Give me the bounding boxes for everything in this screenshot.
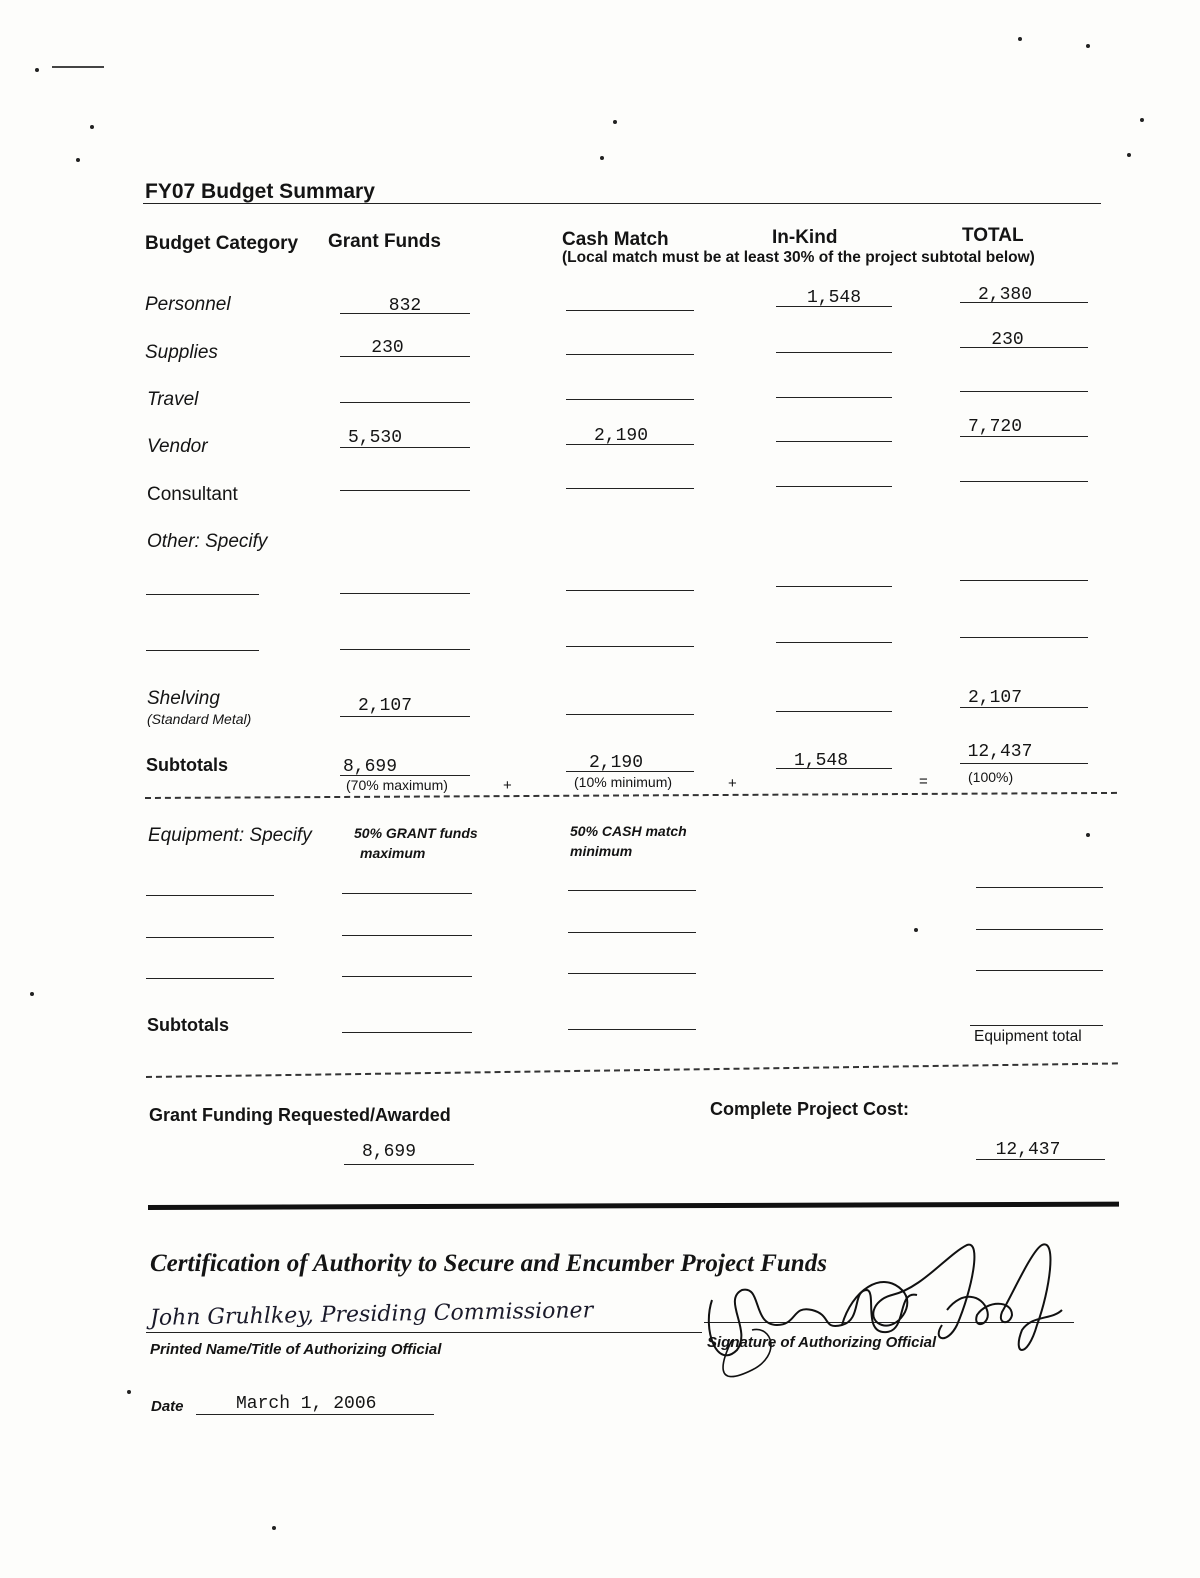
equipment-subtotal-grant-line <box>342 1032 472 1033</box>
equipment-2-cash-line <box>568 932 696 933</box>
personnel-total-value: 2,380 <box>977 285 1032 305</box>
certification-title: Certification of Authority to Secure and Encumber Project Funds <box>150 1250 827 1277</box>
subtotal-total-line <box>960 763 1088 764</box>
shelving-grant-value: 2,107 <box>357 696 412 716</box>
equipment-2-label-line <box>146 937 274 938</box>
supplies-cash-line <box>566 354 694 355</box>
section-divider-1 <box>145 792 1117 799</box>
equipment-3-grant-line <box>342 976 472 977</box>
personnel-total-line <box>960 302 1088 303</box>
scan-speck <box>1127 153 1131 157</box>
personnel-grant-value: 832 <box>388 296 422 316</box>
other-1-grant-line <box>340 593 470 594</box>
personnel-inkind-value: 1,548 <box>806 288 861 308</box>
subtotal-grant-line <box>340 775 470 776</box>
printed-name-handwriting: John Gruhlkey, Presiding Commissioner <box>149 1298 594 1331</box>
signature-scribble <box>692 1230 1092 1380</box>
travel-grant-line <box>340 402 470 403</box>
header-total: TOTAL <box>962 225 1024 246</box>
equipment-1-label-line <box>146 895 274 896</box>
other-2-grant-line <box>340 649 470 650</box>
equipment-specify-label: Equipment: Specify <box>148 825 312 846</box>
subtotal-grant-note: (70% maximum) <box>346 777 448 793</box>
other-2-cash-line <box>566 646 694 647</box>
equipment-total-line <box>970 1025 1103 1026</box>
vendor-total-line <box>960 436 1088 437</box>
vendor-cash-value: 2,190 <box>593 426 648 446</box>
other-2-total-line <box>960 637 1088 638</box>
grant-funding-label: Grant Funding Requested/Awarded <box>149 1105 451 1125</box>
other-1-total-line <box>960 580 1088 581</box>
equipment-subtotal-cash-line <box>568 1029 696 1030</box>
date-label: Date <box>151 1398 184 1415</box>
travel-inkind-line <box>776 397 892 398</box>
vendor-grant-line <box>340 447 470 448</box>
vendor-total-value: 7,720 <box>967 417 1022 437</box>
scan-speck <box>1140 118 1144 122</box>
scan-speck <box>914 928 918 932</box>
row-label-travel: Travel <box>147 389 199 410</box>
row-label-shelving: Shelving <box>147 688 220 709</box>
equipment-total-label: Equipment total <box>974 1028 1082 1045</box>
equals-sign: = <box>919 773 928 790</box>
date-line <box>196 1414 434 1415</box>
vendor-grant-value: 5,530 <box>347 428 402 448</box>
equipment-grant-note-1: 50% GRANT funds <box>354 825 478 841</box>
shelving-cash-line <box>566 714 694 715</box>
equipment-2-total-line <box>976 929 1103 930</box>
row-label-personnel: Personnel <box>145 294 231 315</box>
row-label-consultant: Consultant <box>147 484 238 505</box>
header-cash-match: Cash Match <box>562 229 669 250</box>
scan-speck <box>30 992 34 996</box>
printed-name-label: Printed Name/Title of Authorizing Official <box>150 1341 442 1358</box>
supplies-grant-line <box>340 356 470 357</box>
shelving-total-value: 2,107 <box>967 688 1022 708</box>
equipment-2-grant-line <box>342 935 472 936</box>
scan-mark <box>52 66 104 68</box>
subtotal-total-note: (100%) <box>968 769 1014 785</box>
scan-speck <box>1086 833 1090 837</box>
supplies-total-line <box>960 347 1088 348</box>
scan-speck <box>1018 37 1022 41</box>
subtotal-inkind-line <box>776 768 892 769</box>
supplies-inkind-line <box>776 352 892 353</box>
equipment-1-total-line <box>976 887 1103 888</box>
personnel-grant-line <box>340 313 470 314</box>
equipment-cash-note-1: 50% CASH match <box>570 823 687 839</box>
supplies-grant-value: 230 <box>371 338 404 358</box>
shelving-total-line <box>960 707 1088 708</box>
other-1-cash-line <box>566 590 694 591</box>
travel-total-line <box>960 391 1088 392</box>
row-label-vendor: Vendor <box>147 436 208 457</box>
other-2-inkind-line <box>776 642 892 643</box>
subtotal-total-value: 12,437 <box>967 742 1033 762</box>
vendor-inkind-line <box>776 441 892 442</box>
scan-speck <box>76 158 80 162</box>
subtotal-inkind-value: 1,548 <box>793 751 848 771</box>
other-1-label-line <box>146 594 259 595</box>
complete-project-cost-line <box>976 1159 1105 1160</box>
grant-funding-line <box>344 1164 474 1165</box>
equipment-3-total-line <box>976 970 1103 971</box>
subtotal-cash-value: 2,190 <box>588 753 643 773</box>
equipment-subtotals-label: Subtotals <box>147 1015 230 1035</box>
other-1-inkind-line <box>776 586 892 587</box>
scan-speck <box>1086 44 1090 48</box>
consultant-grant-line <box>340 490 470 491</box>
row-label-supplies: Supplies <box>145 342 218 363</box>
consultant-inkind-line <box>776 486 892 487</box>
personnel-cash-line <box>566 310 694 311</box>
subtotal-cash-note: (10% minimum) <box>574 774 673 790</box>
date-value: March 1, 2006 <box>236 1394 377 1414</box>
subtotal-cash-line <box>566 771 694 772</box>
shelving-inkind-line <box>776 711 892 712</box>
header-local-match-note: (Local match must be at least 30% of the project subtotal below) <box>562 249 1035 266</box>
printed-name-line <box>146 1332 702 1333</box>
personnel-inkind-line <box>776 306 892 307</box>
vendor-cash-line <box>566 444 694 445</box>
other-2-label-line <box>146 650 259 651</box>
subtotals-label: Subtotals <box>146 755 229 775</box>
travel-cash-line <box>566 399 694 400</box>
shelving-grant-line <box>340 716 470 717</box>
signature-label: Signature of Authorizing Official <box>707 1334 937 1351</box>
equipment-1-grant-line <box>342 893 472 894</box>
consultant-total-line <box>960 481 1088 482</box>
subtotal-grant-value: 8,699 <box>342 757 397 777</box>
complete-project-cost-label: Complete Project Cost: <box>710 1099 910 1119</box>
plus-sign-2: + <box>728 775 737 792</box>
equipment-3-label-line <box>146 978 274 979</box>
scan-speck <box>90 125 94 129</box>
header-in-kind: In-Kind <box>772 227 838 248</box>
supplies-total-value: 230 <box>991 330 1024 350</box>
header-budget-category: Budget Category <box>145 233 299 254</box>
equipment-cash-note-2: minimum <box>570 843 633 859</box>
title-rule <box>143 203 1101 204</box>
scan-speck <box>127 1390 131 1394</box>
scan-speck <box>600 156 604 160</box>
certification-divider <box>148 1202 1119 1210</box>
equipment-3-cash-line <box>568 973 696 974</box>
consultant-cash-line <box>566 488 694 489</box>
complete-project-cost-value: 12,437 <box>995 1140 1061 1160</box>
row-label-other-specify: Other: Specify <box>147 531 268 552</box>
row-sublabel-standard-metal: (Standard Metal) <box>147 711 252 727</box>
page-title: FY07 Budget Summary <box>145 180 375 203</box>
scan-speck <box>35 68 39 72</box>
header-grant-funds: Grant Funds <box>328 231 441 252</box>
equipment-1-cash-line <box>568 890 696 891</box>
scan-speck <box>613 120 617 124</box>
grant-funding-value: 8,699 <box>361 1142 416 1162</box>
scan-speck <box>272 1526 276 1530</box>
plus-sign-1: + <box>503 777 512 794</box>
section-divider-2 <box>146 1062 1118 1078</box>
equipment-grant-note-2: maximum <box>360 845 426 861</box>
